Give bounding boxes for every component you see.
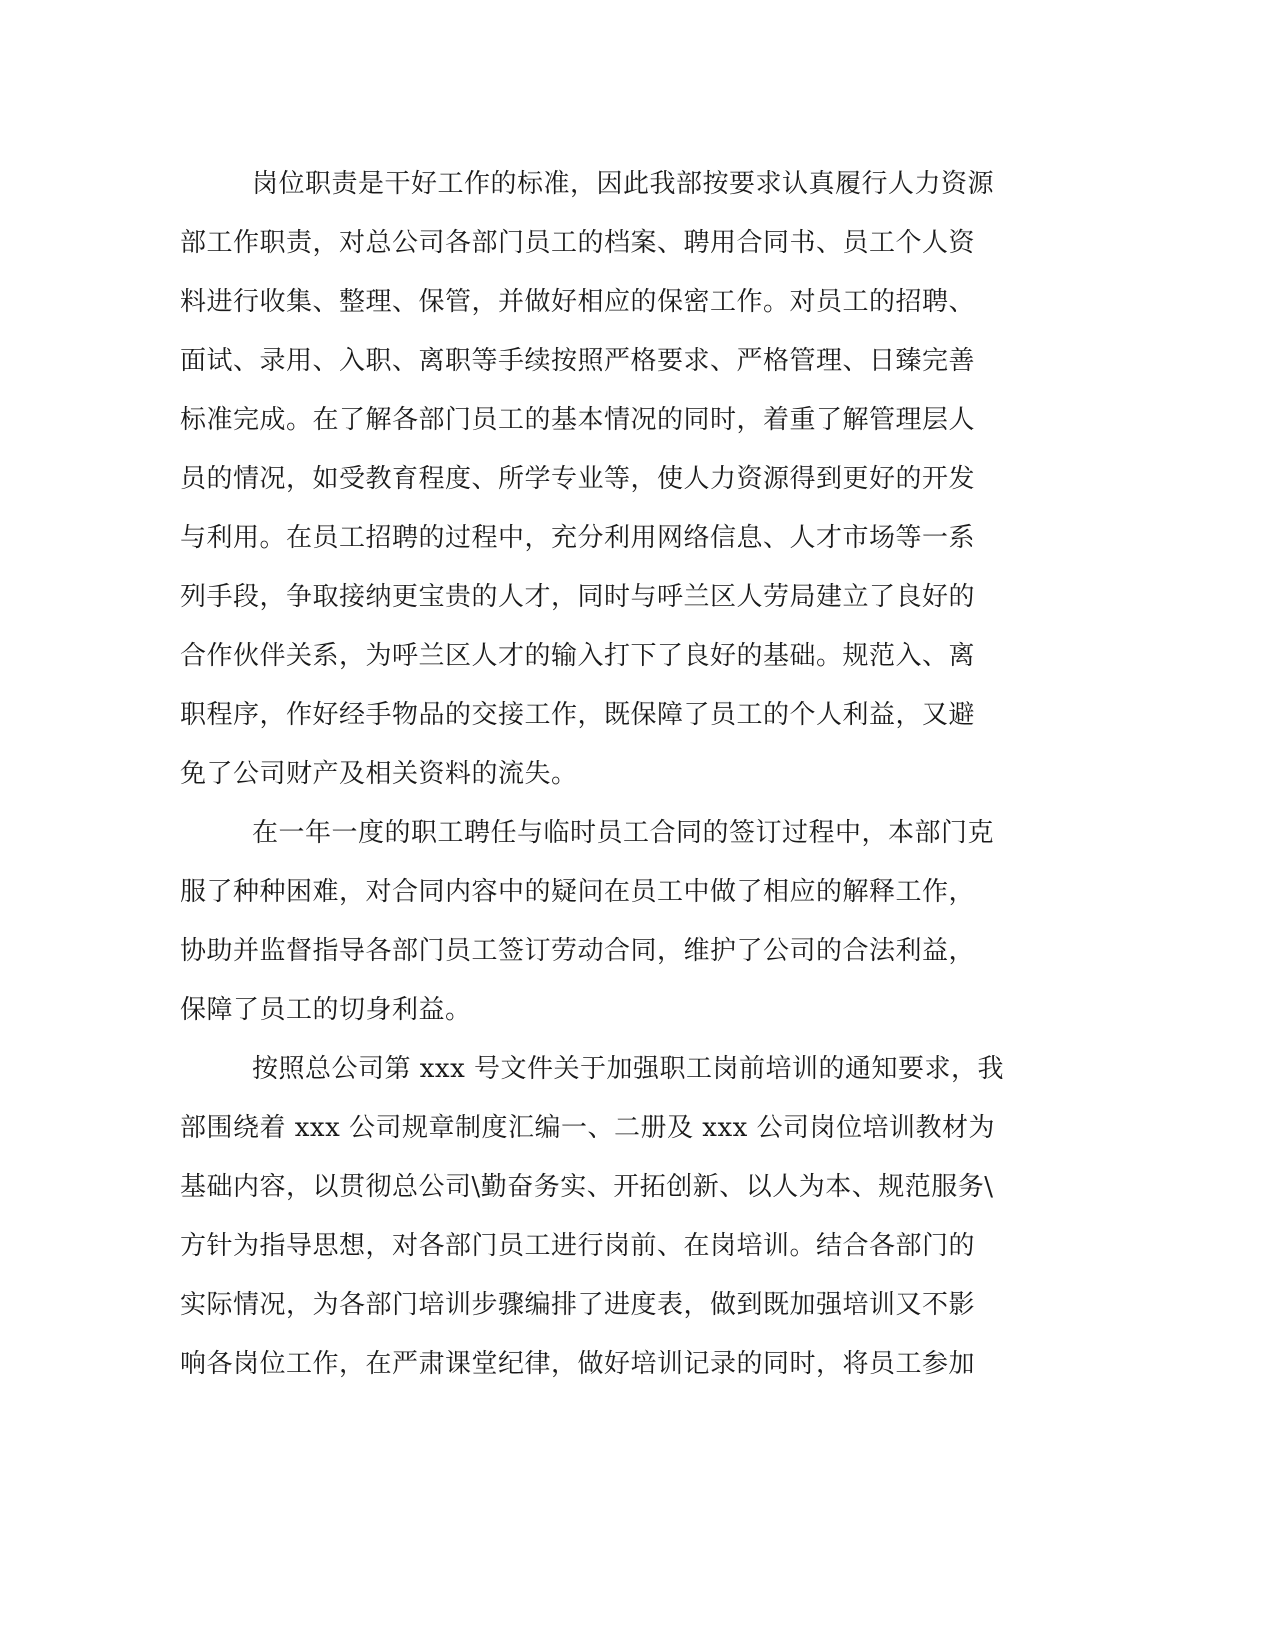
paragraph-1-line: 料进行收集、整理、保管，并做好相应的保密工作。对员工的招聘、 [180,287,976,317]
paragraph-3-line: 按照总公司第 xxx 号文件关于加强职工岗前培训的通知要求，我 [252,1054,1005,1084]
paragraph-2-line: 服了种种困难，对合同内容中的疑问在员工中做了相应的解释工作， [180,877,976,907]
paragraph-1-line: 标准完成。在了解各部门员工的基本情况的同时，着重了解管理层人 [180,405,976,435]
paragraph-1-line: 部工作职责，对总公司各部门员工的档案、聘用合同书、员工个人资 [180,228,976,258]
paragraph-3-line: 基础内容，以贯彻总公司\勤奋务实、开拓创新、以人为本、规范服务\ [180,1172,994,1202]
paragraph-2-line: 协助并监督指导各部门员工签订劳动合同，维护了公司的合法利益， [180,936,976,966]
paragraph-1-line: 免了公司财产及相关资料的流失。 [180,759,578,789]
paragraph-3-line: 实际情况，为各部门培训步骤编排了进度表，做到既加强培训又不影 [180,1290,976,1320]
paragraph-1-line: 员的情况，如受教育程度、所学专业等，使人力资源得到更好的开发 [180,464,976,494]
paragraph-1-line: 岗位职责是干好工作的标准，因此我部按要求认真履行人力资源 [252,169,995,199]
paragraph-2-line: 保障了员工的切身利益。 [180,995,472,1025]
paragraph-1-line: 面试、录用、入职、离职等手续按照严格要求、严格管理、日臻完善 [180,346,976,376]
document-body [180,163,1030,1402]
paragraph-1-line: 合作伙伴关系，为呼兰区人才的输入打下了良好的基础。规范入、离 [180,641,976,671]
paragraph-3-line: 部围绕着 xxx 公司规章制度汇编一、二册及 xxx 公司岗位培训教材为 [180,1113,996,1143]
paragraph-1-line: 列手段，争取接纳更宝贵的人才，同时与呼兰区人劳局建立了良好的 [180,582,976,612]
paragraph-3-line: 方针为指导思想，对各部门员工进行岗前、在岗培训。结合各部门的 [180,1231,976,1261]
paragraph-2-line: 在一年一度的职工聘任与临时员工合同的签订过程中，本部门克 [252,818,995,848]
paragraph-1-line: 与利用。在员工招聘的过程中，充分利用网络信息、人才市场等一系 [180,523,976,553]
paragraph-3-line: 响各岗位工作，在严肃课堂纪律，做好培训记录的同时，将员工参加 [180,1349,976,1379]
paragraph-1-line: 职程序，作好经手物品的交接工作，既保障了员工的个人利益，又避 [180,700,976,730]
